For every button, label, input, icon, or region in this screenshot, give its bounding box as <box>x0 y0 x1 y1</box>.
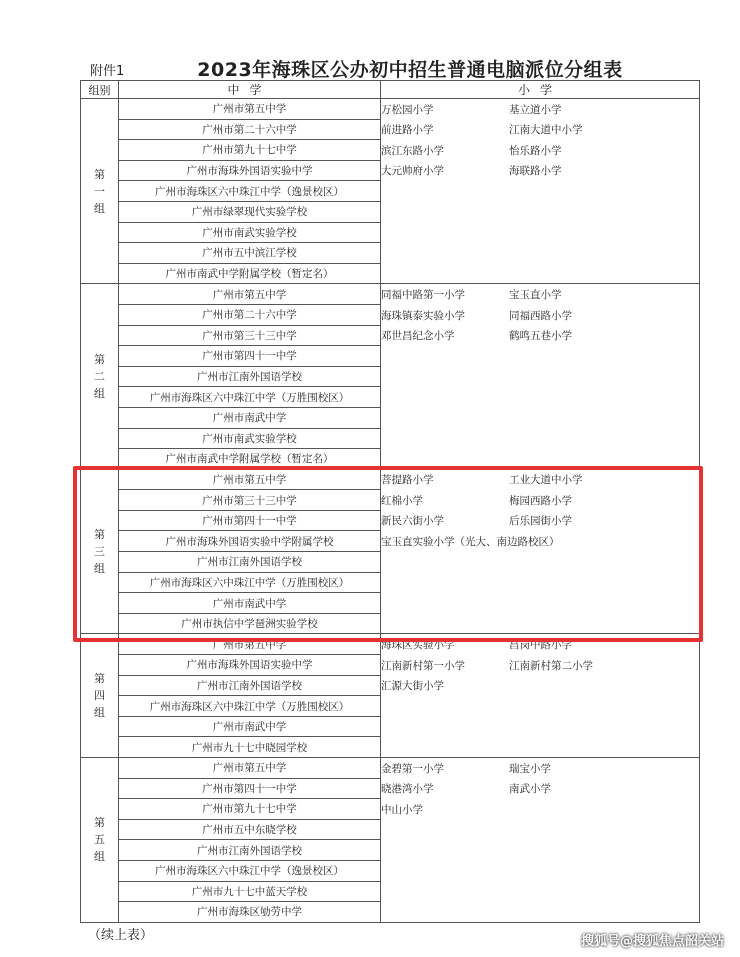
primary-schools-cell <box>381 99 700 284</box>
primary-schools-cell <box>381 469 700 634</box>
primary-row <box>381 634 699 655</box>
table-header-row <box>81 81 700 99</box>
group-label <box>81 99 119 284</box>
primary-school: 菩提路小学 <box>381 474 434 487</box>
middle-school-cell: 广州市第二十六中学 <box>119 119 381 140</box>
primary-school: 宝玉直实验小学（光大、南边路校区） <box>381 535 560 548</box>
primary-school: 新民六街小学 <box>381 515 444 528</box>
primary-row <box>381 325 699 346</box>
column-header-group: 组别 <box>81 81 119 99</box>
middle-school-cell: 广州市第五中学 <box>119 99 381 120</box>
primary-row <box>381 655 699 676</box>
middle-school-cell: 广州市第四十一中学 <box>119 778 381 799</box>
middle-school-cell: 广州市第三十三中学 <box>119 490 381 511</box>
primary-row <box>381 161 699 182</box>
middle-school-cell: 广州市第九十七中学 <box>119 140 381 161</box>
group-label-text: 第五组 <box>94 816 105 864</box>
primary-schools-cell <box>381 634 700 758</box>
group-label-text: 第四组 <box>94 672 105 720</box>
group-label <box>81 284 119 469</box>
middle-school-cell: 广州市南武中学 <box>119 716 381 737</box>
middle-school-cell: 广州市九十七中晓园学校 <box>119 737 381 758</box>
middle-school-cell: 广州市海珠区六中珠江中学（逸景校区） <box>119 181 381 202</box>
table-body <box>81 99 700 923</box>
middle-school-cell: 广州市海珠外国语实验中学 <box>119 655 381 676</box>
primary-row <box>381 470 699 491</box>
primary-school: 万松园小学 <box>381 103 434 116</box>
middle-school-cell: 广州市五中东晓学校 <box>119 819 381 840</box>
primary-school: 前进路小学 <box>381 124 434 137</box>
group-label <box>81 469 119 634</box>
table-row <box>81 99 700 120</box>
primary-school: 宝玉直小学 <box>509 289 562 302</box>
allocation-table <box>80 80 700 923</box>
primary-row <box>381 490 699 511</box>
primary-school: 瑞宝小学 <box>509 762 551 775</box>
primary-row <box>381 675 699 696</box>
watermark: 搜狐号@搜狐焦点韶关站 <box>580 934 724 949</box>
primary-row <box>381 779 699 800</box>
middle-school-cell: 广州市江南外国语学校 <box>119 675 381 696</box>
primary-school: 邓世昌纪念小学 <box>381 330 455 343</box>
primary-school: 南武小学 <box>509 783 551 796</box>
primary-school: 海珠区实验小学 <box>381 639 455 652</box>
middle-school-cell: 广州市江南外国语学校 <box>119 366 381 387</box>
attachment-label: 附件1 <box>90 64 125 79</box>
primary-school: 同福中路第一小学 <box>381 289 465 302</box>
group-label <box>81 758 119 923</box>
table-row <box>81 634 700 655</box>
group-label-text: 第二组 <box>94 353 105 401</box>
middle-school-cell: 广州市执信中学琶洲实验学校 <box>119 613 381 634</box>
middle-school-cell: 广州市五中滨江学校 <box>119 243 381 264</box>
middle-school-cell: 广州市南武中学 <box>119 593 381 614</box>
middle-school-cell: 广州市江南外国语学校 <box>119 552 381 573</box>
primary-row <box>381 799 699 820</box>
primary-school: 中山小学 <box>381 803 423 816</box>
middle-school-cell: 广州市海珠外国语实验中学 <box>119 160 381 181</box>
column-header-primary: 小学 <box>381 81 700 99</box>
group-label-text: 第一组 <box>94 167 105 215</box>
primary-row <box>381 511 699 532</box>
primary-row <box>381 120 699 141</box>
primary-school: 晓港湾小学 <box>381 783 434 796</box>
primary-row <box>381 140 699 161</box>
middle-school-cell: 广州市海珠区六中珠江中学（逸景校区） <box>119 860 381 881</box>
primary-school: 梅园西路小学 <box>509 494 572 507</box>
middle-school-cell: 广州市南武中学附属学校（暂定名） <box>119 449 381 470</box>
page-title: 2023年海珠区公办初中招生普通电脑派位分组表 <box>197 59 623 81</box>
group-label <box>81 634 119 758</box>
middle-school-cell: 广州市第二十六中学 <box>119 304 381 325</box>
primary-school: 后乐园街小学 <box>509 515 572 528</box>
primary-row <box>381 284 699 305</box>
middle-school-cell: 广州市第九十七中学 <box>119 799 381 820</box>
primary-row <box>381 531 699 552</box>
middle-school-cell: 广州市南武中学附属学校（暂定名） <box>119 263 381 284</box>
group-label-text: 第三组 <box>94 528 105 576</box>
middle-school-cell: 广州市九十七中蓝天学校 <box>119 881 381 902</box>
middle-school-cell: 广州市南武中学 <box>119 407 381 428</box>
primary-school: 江南新村第一小学 <box>381 659 465 672</box>
middle-school-cell: 广州市第四十一中学 <box>119 510 381 531</box>
primary-school: 海联路小学 <box>509 165 562 178</box>
primary-row <box>381 305 699 326</box>
primary-schools-cell <box>381 284 700 469</box>
primary-school: 大元帅府小学 <box>381 165 444 178</box>
table-row <box>81 758 700 779</box>
middle-school-cell: 广州市绿翠现代实验学校 <box>119 201 381 222</box>
middle-school-cell: 广州市江南外国语学校 <box>119 840 381 861</box>
middle-school-cell: 广州市南武实验学校 <box>119 222 381 243</box>
middle-school-cell: 广州市海珠外国语实验中学附属学校 <box>119 531 381 552</box>
primary-school: 鹤鸣五巷小学 <box>509 330 572 343</box>
middle-school-cell: 广州市海珠区六中珠江中学（万胜围校区） <box>119 696 381 717</box>
primary-schools-cell <box>381 758 700 923</box>
primary-school: 金碧第一小学 <box>381 762 444 775</box>
primary-school: 红棉小学 <box>381 494 423 507</box>
primary-row <box>381 99 699 120</box>
primary-school: 怡乐路小学 <box>509 144 562 157</box>
primary-school: 江南大道中小学 <box>509 124 583 137</box>
primary-school: 滨江东路小学 <box>381 144 444 157</box>
middle-school-cell: 广州市第五中学 <box>119 284 381 305</box>
primary-row <box>381 758 699 779</box>
middle-school-cell: 广州市第五中学 <box>119 469 381 490</box>
middle-school-cell: 广州市海珠区六中珠江中学（万胜围校区） <box>119 387 381 408</box>
table-row <box>81 284 700 305</box>
table-row <box>81 469 700 490</box>
column-header-middle: 中学 <box>119 81 381 99</box>
middle-school-cell: 广州市南武实验学校 <box>119 428 381 449</box>
primary-school: 同福西路小学 <box>509 309 572 322</box>
primary-school: 汇源大街小学 <box>381 680 444 693</box>
primary-school: 江南新村第二小学 <box>509 659 593 672</box>
middle-school-cell: 广州市第五中学 <box>119 758 381 779</box>
middle-school-cell: 广州市第三十三中学 <box>119 325 381 346</box>
primary-school: 昌岗中路小学 <box>509 639 572 652</box>
primary-school: 海珠镇泰实验小学 <box>381 309 465 322</box>
continued-note: （续上表） <box>88 928 154 943</box>
primary-school: 基立道小学 <box>509 103 562 116</box>
middle-school-cell: 广州市第五中学 <box>119 634 381 655</box>
middle-school-cell: 广州市海珠区劬劳中学 <box>119 902 381 923</box>
middle-school-cell: 广州市第四十一中学 <box>119 346 381 367</box>
middle-school-cell: 广州市海珠区六中珠江中学（万胜围校区） <box>119 572 381 593</box>
primary-school: 工业大道中小学 <box>509 474 583 487</box>
